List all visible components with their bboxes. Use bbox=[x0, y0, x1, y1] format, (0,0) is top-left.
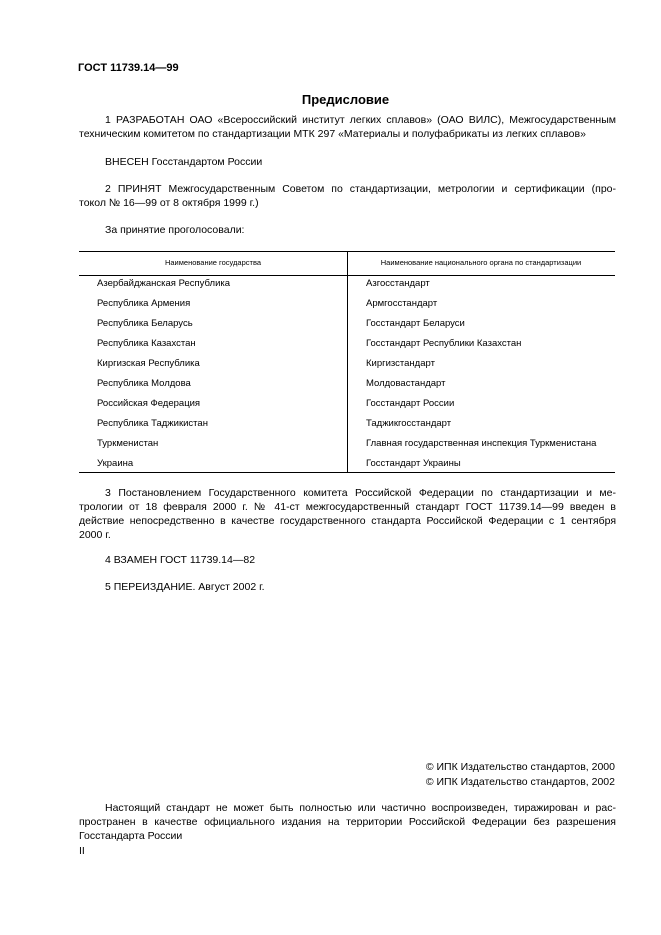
table-cell-state: Азербайджанская Республика bbox=[97, 278, 231, 289]
paragraph-text: 4 ВЗАМЕН ГОСТ 11739.14—82 bbox=[105, 554, 256, 566]
voting-table bbox=[79, 251, 615, 473]
paragraph-line: Госстандарта России bbox=[79, 830, 183, 842]
table-header-body: Наименование национального органа по стандартизации bbox=[380, 258, 582, 267]
table-cell-body: Госстандарт Украины bbox=[366, 458, 461, 469]
page-title: Предисловие bbox=[301, 92, 390, 107]
paragraph-replaces bbox=[79, 553, 616, 567]
table-cell-state: Республика Беларусь bbox=[97, 318, 193, 329]
paragraph-line: техническим комитетом по стандартизации МТК 297 «Материалы и полуфабрикаты из легких сплавов» bbox=[79, 128, 586, 140]
paragraph-line: 3 Постановлением Государственного комитета Российской Федерации по стандартизации и ме- bbox=[105, 487, 616, 499]
paragraph-line: токол № 16—99 от 8 октября 1999 г.) bbox=[79, 197, 259, 209]
table-cell-body: Главная государственная инспекция Туркменистана bbox=[366, 438, 597, 449]
table-cell-body: Таджикгосстандарт bbox=[366, 418, 452, 429]
paragraph-text: ВНЕСЕН Госстандартом России bbox=[105, 156, 263, 168]
paragraph-line: действие непосредственно в качестве государственного стандарта Российской Федерации с 1 сентября bbox=[79, 515, 616, 527]
paragraph-developed bbox=[79, 113, 616, 141]
table-cell-body: Госстандарт России bbox=[366, 398, 455, 409]
document-header: ГОСТ 11739.14—99 bbox=[78, 62, 179, 74]
paragraph-reissue bbox=[79, 580, 616, 594]
table-cell-body: Киргизстандарт bbox=[366, 358, 435, 369]
table-cell-body: Армгосстандарт bbox=[366, 298, 438, 309]
paragraph-line: 2000 г. bbox=[79, 529, 111, 541]
table-cell-state: Украина bbox=[97, 458, 134, 469]
paragraph-line: 2 ПРИНЯТ Межгосударственным Советом по стандартизации, метрологии и сертификации (про- bbox=[105, 183, 616, 195]
table-cell-body: Азгосстандарт bbox=[366, 278, 430, 289]
paragraph-text: За принятие проголосовали: bbox=[105, 224, 245, 236]
table-cell-state: Российская Федерация bbox=[97, 398, 201, 409]
table-column-divider bbox=[347, 251, 348, 473]
table-cell-body: Молдовастандарт bbox=[366, 378, 446, 389]
page-number: II bbox=[79, 845, 85, 857]
table-cell-state: Республика Армения bbox=[97, 298, 191, 309]
table-cell-state: Республика Таджикистан bbox=[97, 418, 208, 429]
copyright-notice bbox=[79, 801, 616, 843]
table-cell-body: Госстандарт Беларуси bbox=[366, 318, 465, 329]
table-cell-state: Туркменистан bbox=[97, 438, 159, 449]
table-header-state: Наименование государства bbox=[164, 258, 262, 267]
paragraph-resolution bbox=[79, 486, 616, 542]
paragraph-line: трологии от 18 февраля 2000 г. № 41-ст межгосударственный стандарт ГОСТ 11739.14—99 введен в bbox=[79, 501, 616, 513]
paragraph-line: Настоящий стандарт не может быть полностью или частично воспроизведен, тиражирован и рас- bbox=[105, 802, 616, 814]
paragraph-line: 1 РАЗРАБОТАН ОАО «Всероссийский институт легких сплавов» (ОАО ВИЛС), Межгосударственным bbox=[105, 114, 616, 126]
table-cell-state: Республика Казахстан bbox=[97, 338, 196, 349]
paragraph-text: 5 ПЕРЕИЗДАНИЕ. Август 2002 г. bbox=[105, 581, 265, 593]
table-cell-body: Госстандарт Республики Казахстан bbox=[366, 338, 522, 349]
paragraph-voted bbox=[79, 223, 616, 237]
copyright-2000: © ИПК Издательство стандартов, 2000 bbox=[425, 761, 615, 773]
table-cell-state: Республика Молдова bbox=[97, 378, 191, 389]
copyright-2002: © ИПК Издательство стандартов, 2002 bbox=[425, 776, 615, 788]
paragraph-introduced bbox=[79, 155, 616, 169]
paragraph-adopted bbox=[79, 182, 616, 210]
table-cell-state: Киргизская Республика bbox=[97, 358, 200, 369]
paragraph-line: пространен в качестве официального издания на территории Российской Федерации без разрешения bbox=[79, 816, 616, 828]
